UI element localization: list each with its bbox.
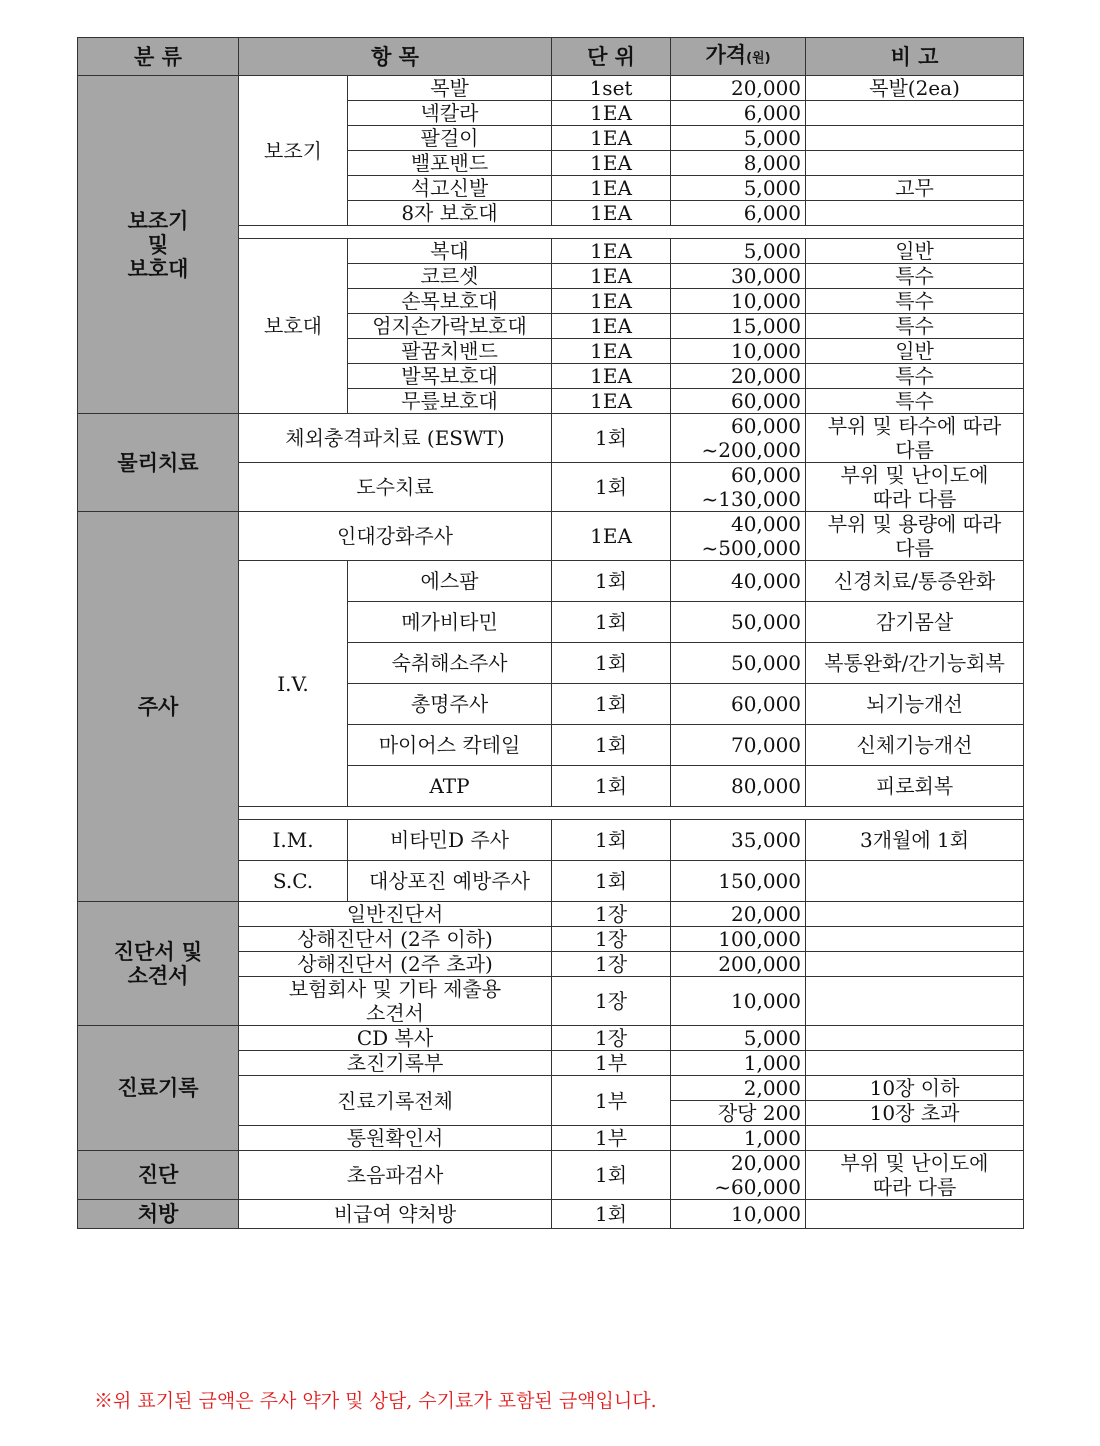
- header-row: [78, 38, 1024, 76]
- item-name: 손목보호대: [348, 289, 552, 314]
- item-note: 신체기능개선: [806, 725, 1024, 766]
- item-unit: 1회: [552, 561, 671, 602]
- item-note: [806, 1026, 1024, 1051]
- item-price: 1,000: [671, 1126, 806, 1151]
- item-name: 밸포밴드: [348, 151, 552, 176]
- item-unit: 1EA: [552, 201, 671, 226]
- item-unit: 1장: [552, 927, 671, 952]
- item-unit: 1EA: [552, 126, 671, 151]
- category-docs: [78, 902, 239, 1026]
- item-name: 비타민D 주사: [348, 820, 552, 861]
- header-note: 비 고: [806, 38, 1024, 76]
- item-price: 10,000: [671, 339, 806, 364]
- header-category: 분 류: [78, 38, 239, 76]
- item-note: [806, 512, 1024, 561]
- note-line: 부위 및 난이도에: [840, 463, 989, 487]
- item-note: [806, 201, 1024, 226]
- item-price: [671, 512, 806, 561]
- item-note: [806, 1200, 1024, 1229]
- item-name: 초음파검사: [239, 1151, 552, 1200]
- item-name: 에스팜: [348, 561, 552, 602]
- table-row: [78, 512, 1024, 561]
- item-name: 체외충격파치료 (ESWT): [239, 414, 552, 463]
- item-name: 일반진단서: [239, 902, 552, 927]
- item-name: 마이어스 칵테일: [348, 725, 552, 766]
- item-name: 도수치료: [239, 463, 552, 512]
- item-unit: 1EA: [552, 289, 671, 314]
- item-note: [806, 1126, 1024, 1151]
- item-note: 피로회복: [806, 766, 1024, 807]
- price-line: 60,000: [731, 463, 802, 487]
- item-price: 10,000: [671, 977, 806, 1026]
- item-note: 뇌기능개선: [806, 684, 1024, 725]
- item-name: 8자 보호대: [348, 201, 552, 226]
- subcategory-protector: 보호대: [239, 239, 348, 414]
- item-price: 40,000: [671, 561, 806, 602]
- item-unit: 1EA: [552, 239, 671, 264]
- price-line: ~130,000: [701, 487, 802, 511]
- price-line: ~60,000: [714, 1175, 802, 1199]
- spacer-cell: [239, 226, 1024, 239]
- table-row: [78, 1200, 1024, 1229]
- item-note: 일반: [806, 339, 1024, 364]
- item-price: 80,000: [671, 766, 806, 807]
- category-docs-line: 진단서 및: [113, 939, 203, 964]
- subcategory-im: I.M.: [239, 820, 348, 861]
- item-price: 60,000: [671, 684, 806, 725]
- item-name: 메가비타민: [348, 602, 552, 643]
- header-price-unit: (원): [746, 50, 771, 66]
- note-line: 부위 및 타수에 따라: [827, 414, 1002, 438]
- item-price: 70,000: [671, 725, 806, 766]
- item-note: [806, 952, 1024, 977]
- item-unit: 1회: [552, 414, 671, 463]
- header-unit: 단 위: [552, 38, 671, 76]
- category-rx: 처방: [78, 1200, 239, 1229]
- item-note: 고무: [806, 176, 1024, 201]
- item-line: 소견서: [366, 1001, 424, 1025]
- item-unit: 1EA: [552, 176, 671, 201]
- note-line: 따라 다름: [872, 1175, 957, 1199]
- table-row: [78, 1026, 1024, 1051]
- item-unit: 1장: [552, 1026, 671, 1051]
- note-line: 부위 및 용량에 따라: [827, 512, 1002, 536]
- item-unit: 1회: [552, 820, 671, 861]
- category-diag: 진단: [78, 1151, 239, 1200]
- subcategory-brace: 보조기: [239, 76, 348, 226]
- item-price: 50,000: [671, 643, 806, 684]
- item-price: 장당 200: [671, 1101, 806, 1126]
- item-name: 인대강화주사: [239, 512, 552, 561]
- subcategory-sc: S.C.: [239, 861, 348, 902]
- subcategory-iv: I.V.: [239, 561, 348, 807]
- item-name: 넥칼라: [348, 101, 552, 126]
- item-name: 비급여 약처방: [239, 1200, 552, 1229]
- item-unit: 1회: [552, 725, 671, 766]
- item-price: 60,000: [671, 389, 806, 414]
- category-brace-line: 보호대: [127, 256, 189, 281]
- item-name: 발목보호대: [348, 364, 552, 389]
- item-note: [806, 126, 1024, 151]
- item-price: 100,000: [671, 927, 806, 952]
- item-unit: 1EA: [552, 101, 671, 126]
- item-note: [806, 1151, 1024, 1200]
- item-name: 총명주사: [348, 684, 552, 725]
- header-item: 항 목: [239, 38, 552, 76]
- item-price: 5,000: [671, 126, 806, 151]
- item-name: 복대: [348, 239, 552, 264]
- item-unit: 1장: [552, 902, 671, 927]
- table-row: [78, 76, 1024, 101]
- item-price: [671, 463, 806, 512]
- spacer-cell: [239, 807, 1024, 820]
- item-note: 10장 초과: [806, 1101, 1024, 1126]
- item-note: [806, 861, 1024, 902]
- item-unit: 1EA: [552, 389, 671, 414]
- item-unit: 1회: [552, 1200, 671, 1229]
- note-line: 부위 및 난이도에: [840, 1151, 989, 1175]
- item-price: 20,000: [671, 76, 806, 101]
- item-name: 초진기록부: [239, 1051, 552, 1076]
- item-unit: 1회: [552, 463, 671, 512]
- item-price: 50,000: [671, 602, 806, 643]
- item-name: 숙취해소주사: [348, 643, 552, 684]
- item-unit: 1회: [552, 602, 671, 643]
- price-line: 40,000: [731, 512, 802, 536]
- category-brace-line: 보조기: [127, 208, 189, 233]
- item-price: 5,000: [671, 1026, 806, 1051]
- item-unit: 1EA: [552, 512, 671, 561]
- price-table: [77, 37, 1024, 1229]
- item-note: [806, 463, 1024, 512]
- category-docs-line: 소견서: [127, 963, 189, 988]
- item-price: 20,000: [671, 364, 806, 389]
- item-price: [671, 1151, 806, 1200]
- item-unit: 1회: [552, 766, 671, 807]
- note-line: 다름: [895, 438, 934, 462]
- price-line: ~200,000: [701, 438, 802, 462]
- item-note: [806, 977, 1024, 1026]
- item-note: [806, 414, 1024, 463]
- item-name: 진료기록전체: [239, 1076, 552, 1126]
- item-price: 200,000: [671, 952, 806, 977]
- item-note: 특수: [806, 264, 1024, 289]
- item-note: 감기몸살: [806, 602, 1024, 643]
- item-note: 특수: [806, 289, 1024, 314]
- category-physio: 물리치료: [78, 414, 239, 512]
- item-name: 무릎보호대: [348, 389, 552, 414]
- item-price: 10,000: [671, 289, 806, 314]
- item-note: 특수: [806, 364, 1024, 389]
- table-row: [78, 902, 1024, 927]
- item-price: 30,000: [671, 264, 806, 289]
- item-note: [806, 1051, 1024, 1076]
- item-line: 보험회사 및 기타 제출용: [288, 977, 502, 1001]
- price-line: ~500,000: [701, 536, 802, 560]
- item-unit: 1장: [552, 952, 671, 977]
- item-price: 150,000: [671, 861, 806, 902]
- header-price: [671, 38, 806, 76]
- item-unit: 1EA: [552, 264, 671, 289]
- item-note: 신경치료/통증완화: [806, 561, 1024, 602]
- item-name: 상해진단서 (2주 이하): [239, 927, 552, 952]
- item-unit: 1장: [552, 977, 671, 1026]
- item-note: 3개월에 1회: [806, 820, 1024, 861]
- item-name: 대상포진 예방주사: [348, 861, 552, 902]
- item-name: 통원확인서: [239, 1126, 552, 1151]
- item-price: 6,000: [671, 101, 806, 126]
- item-price: 6,000: [671, 201, 806, 226]
- item-price: [671, 414, 806, 463]
- category-records: 진료기록: [78, 1026, 239, 1151]
- item-note: [806, 101, 1024, 126]
- item-name: 목발: [348, 76, 552, 101]
- category-injection: 주사: [78, 512, 239, 902]
- item-name: 팔꿈치밴드: [348, 339, 552, 364]
- item-unit: 1EA: [552, 314, 671, 339]
- category-brace: [78, 76, 239, 414]
- item-name: 상해진단서 (2주 초과): [239, 952, 552, 977]
- item-note: [806, 927, 1024, 952]
- note-line: 따라 다름: [872, 487, 957, 511]
- item-unit: 1부: [552, 1051, 671, 1076]
- category-brace-line: 및: [147, 232, 169, 257]
- table-row: [78, 1151, 1024, 1200]
- item-name: 석고신발: [348, 176, 552, 201]
- item-unit: 1EA: [552, 339, 671, 364]
- item-name: 코르셋: [348, 264, 552, 289]
- item-unit: 1부: [552, 1126, 671, 1151]
- item-price: 8,000: [671, 151, 806, 176]
- item-unit: 1set: [552, 76, 671, 101]
- item-price: 5,000: [671, 239, 806, 264]
- item-price: 10,000: [671, 1200, 806, 1229]
- item-note: 복통완화/간기능회복: [806, 643, 1024, 684]
- item-unit: 1회: [552, 684, 671, 725]
- item-note: 일반: [806, 239, 1024, 264]
- item-price: 5,000: [671, 176, 806, 201]
- header-price-label: 가격: [705, 42, 747, 67]
- price-line: 20,000: [731, 1151, 802, 1175]
- item-name: [239, 977, 552, 1026]
- item-price: 20,000: [671, 902, 806, 927]
- item-name: CD 복사: [239, 1026, 552, 1051]
- item-note: [806, 902, 1024, 927]
- table-row: [78, 414, 1024, 463]
- note-line: 다름: [895, 536, 934, 560]
- item-price: 2,000: [671, 1076, 806, 1101]
- item-price: 1,000: [671, 1051, 806, 1076]
- item-unit: 1EA: [552, 151, 671, 176]
- footnote: ※위 표기된 금액은 주사 약가 및 상담, 수기료가 포함된 금액입니다.: [94, 1390, 657, 1412]
- item-unit: 1회: [552, 861, 671, 902]
- item-note: [806, 151, 1024, 176]
- item-note: 특수: [806, 389, 1024, 414]
- item-name: 엄지손가락보호대: [348, 314, 552, 339]
- item-unit: 1부: [552, 1076, 671, 1126]
- item-price: 35,000: [671, 820, 806, 861]
- item-unit: 1회: [552, 1151, 671, 1200]
- item-note: 특수: [806, 314, 1024, 339]
- item-note: 목발(2ea): [806, 76, 1024, 101]
- item-note: 10장 이하: [806, 1076, 1024, 1101]
- item-name: ATP: [348, 766, 552, 807]
- item-price: 15,000: [671, 314, 806, 339]
- price-line: 60,000: [731, 414, 802, 438]
- item-unit: 1EA: [552, 364, 671, 389]
- item-name: 팔걸이: [348, 126, 552, 151]
- item-unit: 1회: [552, 643, 671, 684]
